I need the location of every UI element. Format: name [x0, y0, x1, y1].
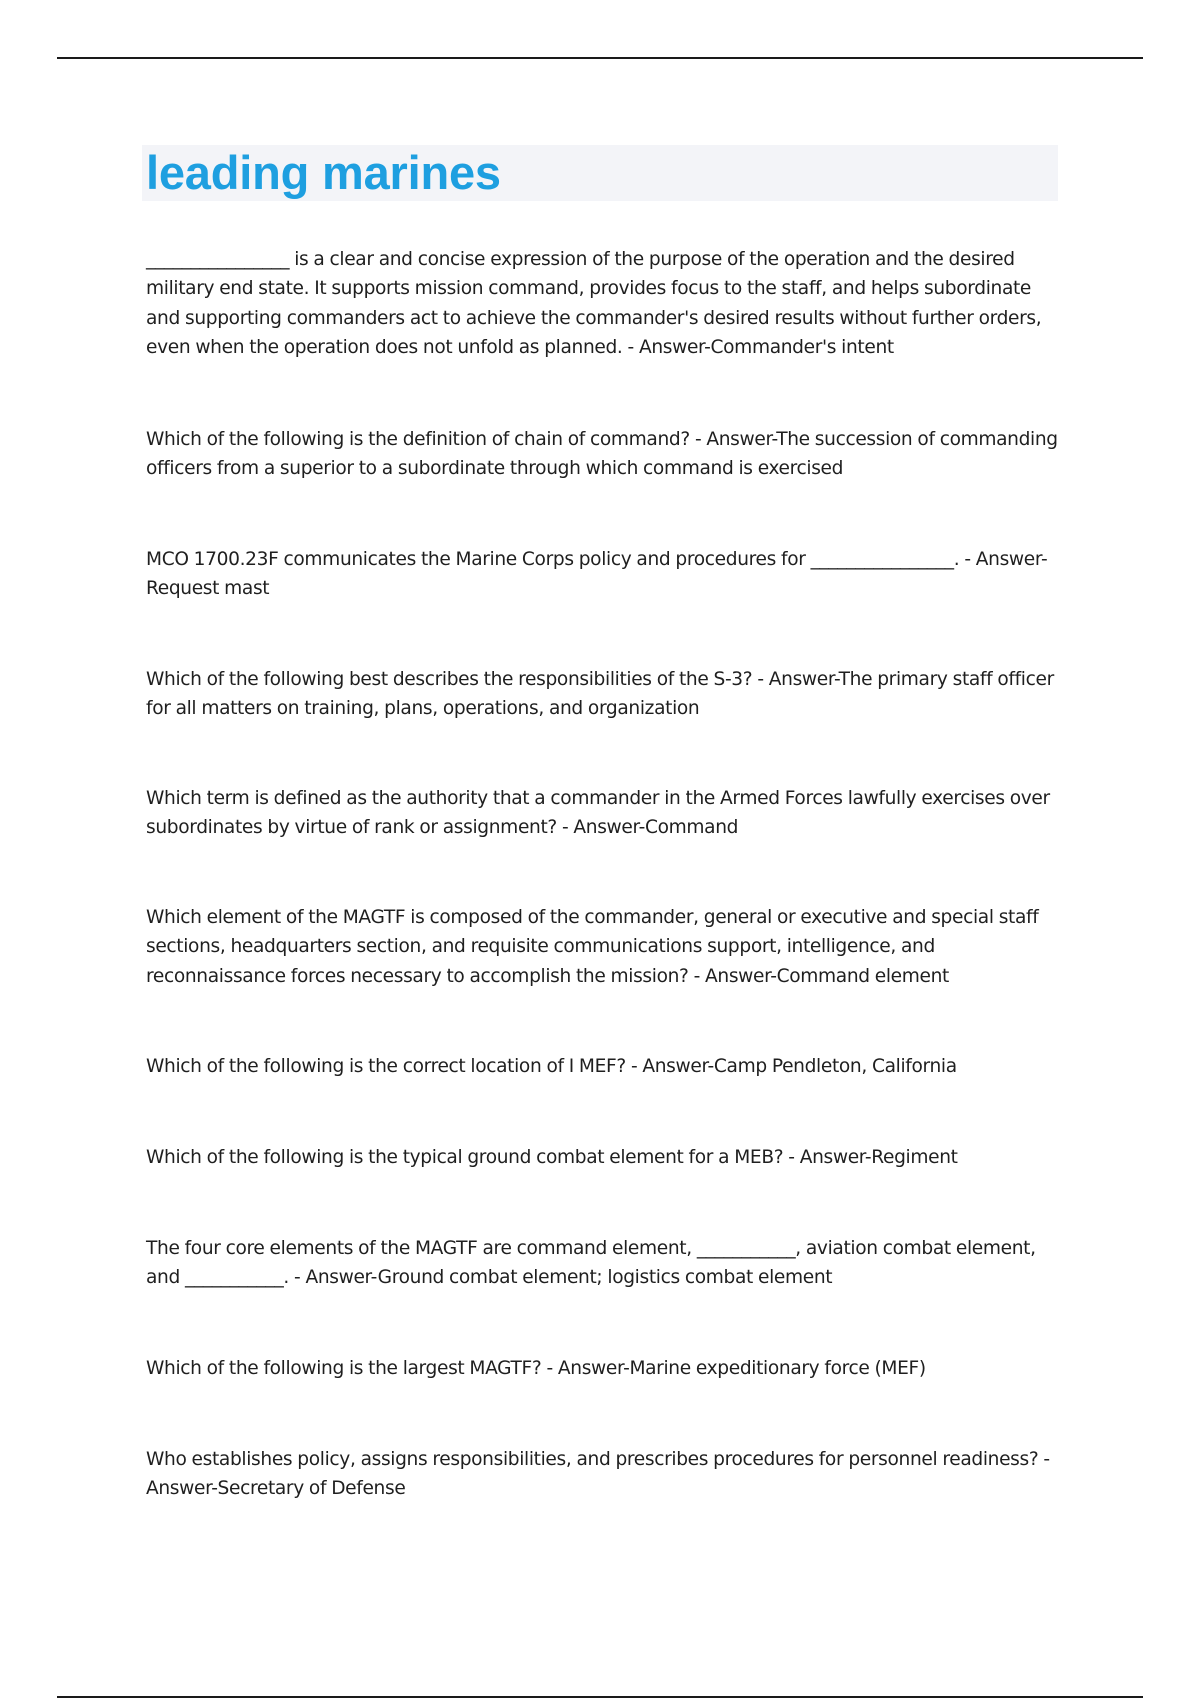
qa-entry: Which of the following is the correct location of I MEF? - Answer-Camp Pendleton, California: [146, 1056, 957, 1077]
qa-entry: ________________ is a clear and concise expression of the purpose of the operation and the desired military end state. It supports mission command, provides focus to the staff, and helps subordinate and supporting commanders act to achieve the commander's desired results without further orders, even when the operation does not unfold as planned. - Answer-Commander's intent: [146, 249, 1042, 359]
qa-entry: MCO 1700.23F communicates the Marine Corps policy and procedures for ________________. - Answer-Request mast: [146, 549, 1048, 600]
header-rule: [57, 57, 1143, 59]
document-title: leading marines: [146, 146, 501, 199]
qa-entry: Which of the following best describes the responsibilities of the S-3? - Answer-The primary staff officer for all matters on training, plans, operations, and organization: [146, 669, 1054, 720]
qa-entry: The four core elements of the MAGTF are command element, ___________, aviation combat element, and ___________. - Answer-Ground combat element; logistics combat element: [146, 1238, 1036, 1289]
qa-entry: Which of the following is the largest MAGTF? - Answer-Marine expeditionary force (MEF): [146, 1358, 926, 1379]
qa-entry: Who establishes policy, assigns responsibilities, and prescribes procedures for personnel readiness? - Answer-Secretary of Defense: [146, 1449, 1050, 1500]
qa-entry: Which of the following is the typical ground combat element for a MEB? - Answer-Regiment: [146, 1147, 958, 1168]
qa-entry: Which of the following is the definition of chain of command? - Answer-The succession of commanding officers from a superior to a subordinate through which command is exercised: [146, 429, 1058, 480]
footer-rule: [57, 1696, 1143, 1698]
qa-entry: Which element of the MAGTF is composed of the commander, general or executive and special staff sections, headquarters section, and requisite communications support, intelligence, and reconnaissance forces necessary to accomplish the mission? - Answer-Command element: [146, 907, 1039, 987]
qa-entry: Which term is defined as the authority that a commander in the Armed Forces lawfully exercises over subordinates by virtue of rank or assignment? - Answer-Command: [146, 788, 1050, 839]
